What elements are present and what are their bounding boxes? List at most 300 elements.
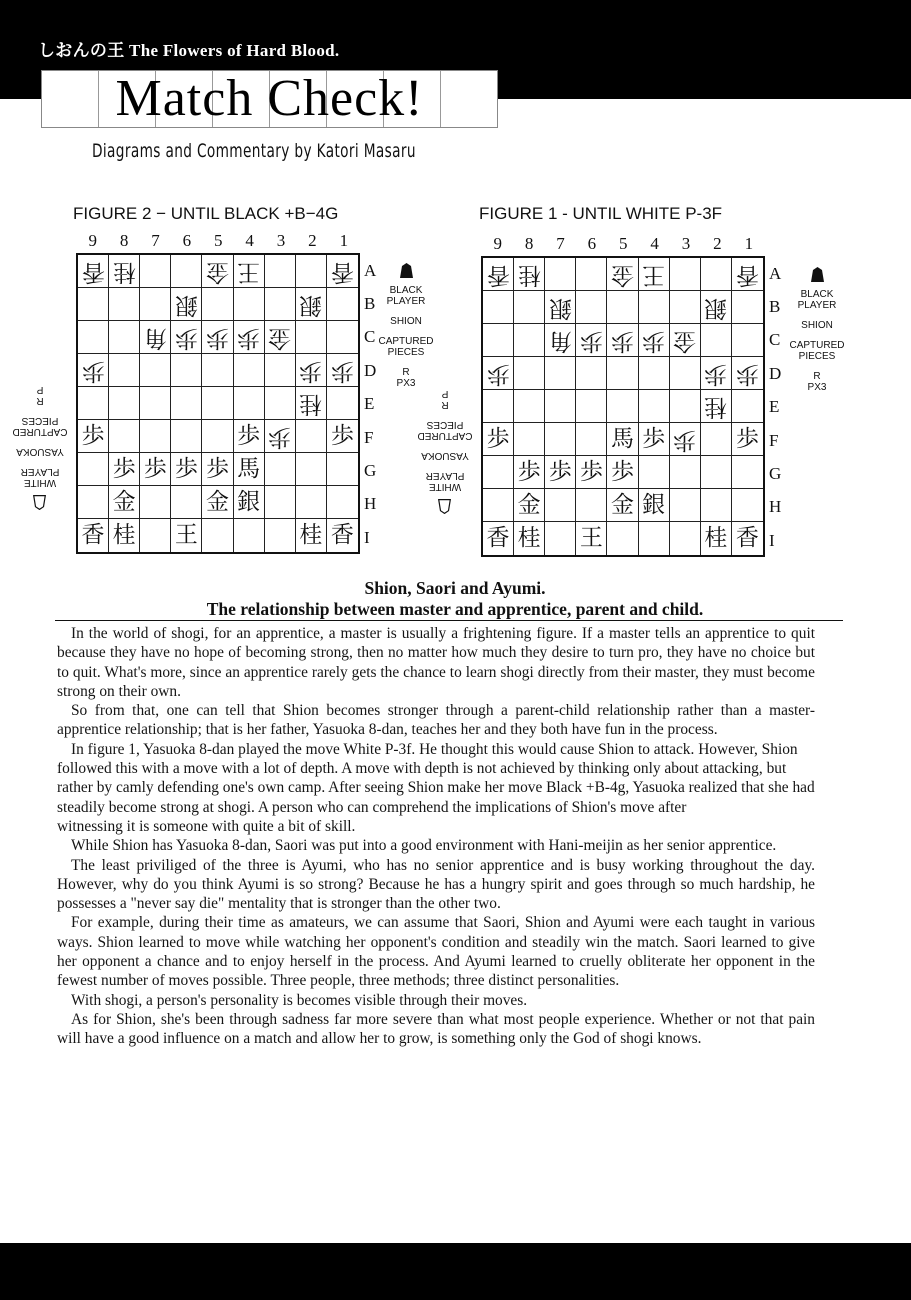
- column-label: 8: [119, 231, 129, 250]
- board-square: [327, 519, 358, 552]
- board-square: [109, 420, 140, 453]
- white-piece: 歩: [486, 360, 510, 387]
- player-name: YASUOKA: [16, 446, 64, 457]
- captured-pieces: PX3: [807, 382, 827, 393]
- paragraph: With shogi, a person's personality is becomes visible through their moves.: [71, 991, 528, 1009]
- row-label: H: [364, 494, 377, 514]
- black-piece: 金: [112, 488, 136, 515]
- board-square: [78, 321, 109, 354]
- paragraph: So from that, one can tell that Shion becomes stronger through a parent-child relationship rather than a master-apprentice relationship; that is her father, Yasuoka 8-dan, teaches her and they both have fun in the process.: [57, 702, 815, 739]
- board-square: [607, 390, 638, 423]
- white-piece: 銀: [548, 294, 572, 321]
- player-label: BLACK: [800, 289, 834, 300]
- figure-1-black-player-info: [789, 267, 845, 393]
- board-square: [78, 453, 109, 486]
- paragraph: As for Shion, she's been through sadness far more severe than what most people experience. Whether or not that pain will have a good influence on a match and allow her to grow, is something only the God of shogi knows.: [57, 1010, 815, 1048]
- white-piece: 歩: [81, 357, 105, 384]
- board-square: [202, 420, 233, 453]
- board-square: [701, 423, 732, 456]
- board-square: [140, 453, 171, 486]
- player-name: SHION: [801, 320, 833, 331]
- player-label: PLAYER: [386, 296, 426, 307]
- board-square: [140, 354, 171, 387]
- board-square: [701, 390, 732, 423]
- board-square: [670, 456, 701, 489]
- board-square: [234, 453, 265, 486]
- black-piece: 金: [610, 491, 634, 518]
- board-square: [732, 291, 763, 324]
- captured-pieces: PX3: [396, 378, 416, 389]
- row-label: D: [769, 363, 782, 383]
- black-piece: 金: [517, 491, 541, 518]
- white-piece: 金: [673, 327, 697, 354]
- board-square: [545, 291, 576, 324]
- board-square: [576, 324, 607, 357]
- board-square: [234, 486, 265, 519]
- board-square: [109, 354, 140, 387]
- board-square: [576, 423, 607, 456]
- board-square: [140, 420, 171, 453]
- board-square: [296, 387, 327, 420]
- board-square: [171, 288, 202, 321]
- board-square: [202, 519, 233, 552]
- captured-label: CAPTURED: [789, 340, 845, 351]
- board-square: [140, 288, 171, 321]
- black-piece: 歩: [237, 422, 261, 449]
- black-piece-icon: [400, 263, 413, 278]
- board-square: [234, 321, 265, 354]
- board-square: [701, 258, 732, 291]
- board-square: [327, 321, 358, 354]
- board-square: [639, 423, 670, 456]
- board-square: [483, 258, 514, 291]
- board-square: [514, 357, 545, 390]
- board-square: [670, 423, 701, 456]
- board-square: [109, 255, 140, 288]
- column-label: 2: [308, 231, 317, 250]
- board-square: [171, 387, 202, 420]
- board-square: [607, 423, 638, 456]
- column-label: 7: [151, 231, 160, 250]
- board-square: [483, 489, 514, 522]
- row-label: I: [769, 530, 775, 550]
- board-square: [327, 255, 358, 288]
- figure-2-white-player-info: [12, 384, 68, 510]
- board-square: [265, 387, 296, 420]
- white-piece: 香: [330, 258, 354, 285]
- black-piece: 歩: [174, 455, 198, 482]
- board-square: [607, 324, 638, 357]
- column-label: 4: [650, 234, 659, 253]
- board-square: [514, 291, 545, 324]
- board-square: [296, 354, 327, 387]
- row-label: B: [769, 297, 781, 317]
- black-piece: 歩: [330, 422, 354, 449]
- black-piece: 歩: [610, 458, 634, 485]
- white-piece: 香: [81, 258, 105, 285]
- row-label: D: [364, 360, 377, 380]
- row-label: F: [364, 427, 374, 447]
- figure-2-row-labels: [364, 254, 376, 555]
- board-square: [296, 420, 327, 453]
- captured-pieces: R: [441, 399, 449, 410]
- board-square: [140, 255, 171, 288]
- board-square: [265, 453, 296, 486]
- board-square: [670, 489, 701, 522]
- board-square: [576, 456, 607, 489]
- column-label: 1: [339, 231, 349, 250]
- board-square: [202, 453, 233, 486]
- row-label: F: [769, 430, 779, 450]
- column-label: 1: [744, 234, 754, 253]
- board-square: [483, 357, 514, 390]
- board-square: [545, 423, 576, 456]
- row-label: C: [769, 330, 781, 350]
- board-square: [296, 321, 327, 354]
- column-label: 3: [276, 231, 286, 250]
- board-square: [639, 258, 670, 291]
- white-piece: 角: [548, 327, 572, 354]
- white-piece: 歩: [174, 324, 198, 351]
- black-piece: 桂: [112, 522, 136, 548]
- board-square: [140, 486, 171, 519]
- figure-1-shogi-board: [481, 256, 765, 557]
- board-square: [202, 387, 233, 420]
- board-square: [701, 357, 732, 390]
- board-square: [171, 486, 202, 519]
- column-label: 6: [587, 234, 597, 253]
- black-piece: 歩: [579, 458, 603, 485]
- board-square: [514, 423, 545, 456]
- captured-label: PIECES: [798, 351, 836, 362]
- board-square: [109, 288, 140, 321]
- page-title: Match Check!: [115, 70, 424, 127]
- white-piece: 香: [486, 261, 510, 288]
- board-square: [234, 255, 265, 288]
- column-label: 7: [556, 234, 565, 253]
- board-square: [576, 291, 607, 324]
- black-piece: 王: [174, 522, 198, 548]
- white-piece: 歩: [579, 327, 603, 354]
- board-square: [545, 456, 576, 489]
- footer-black-bar: [0, 1243, 911, 1300]
- board-square: [234, 288, 265, 321]
- paragraph: In the world of shogi, for an apprentice, a master is usually a frightening figure. If a master tells an apprentice to quit because they have no hope of becoming strong, then no matter how much they desire to turn pro, they have no choice but to quit. What's more, since an apprentice rarely gets the chance to learn shogi directly from their master, they must become strong on their own.: [57, 625, 815, 700]
- column-label: 9: [88, 231, 97, 250]
- board-square: [514, 456, 545, 489]
- series-title: しおんの王 The Flowers of Hard Blood.: [38, 41, 340, 60]
- board-square: [545, 489, 576, 522]
- white-piece: 桂: [517, 261, 541, 288]
- figure-1-row-labels: [769, 257, 781, 558]
- row-label: E: [769, 397, 780, 417]
- board-square: [234, 420, 265, 453]
- black-piece: 歩: [205, 455, 229, 482]
- white-piece: 香: [735, 261, 759, 288]
- white-piece: 金: [610, 261, 634, 288]
- heading-divider: [55, 620, 843, 621]
- white-piece: 歩: [205, 324, 229, 351]
- board-square: [171, 255, 202, 288]
- black-piece: 馬: [610, 425, 634, 452]
- black-piece: 王: [579, 525, 603, 551]
- figure-1-white-player-info: [417, 388, 473, 514]
- board-square: [701, 522, 732, 555]
- board-square: [639, 522, 670, 555]
- board-square: [202, 354, 233, 387]
- white-piece: 歩: [735, 360, 759, 387]
- board-square: [202, 288, 233, 321]
- board-square: [296, 486, 327, 519]
- black-piece: 桂: [704, 525, 728, 551]
- board-square: [327, 288, 358, 321]
- board-square: [296, 519, 327, 552]
- black-piece: 銀: [642, 491, 666, 518]
- figure-2-column-labels: [77, 231, 360, 251]
- board-square: [732, 456, 763, 489]
- board-square: [78, 420, 109, 453]
- captured-pieces: R: [36, 395, 44, 406]
- captured-pieces: R: [402, 367, 410, 378]
- paragraph: witnessing it is someone with quite a bit of skill.: [57, 817, 356, 835]
- column-label: 8: [524, 234, 534, 253]
- black-piece: 香: [486, 525, 510, 551]
- row-label: E: [364, 394, 375, 414]
- board-square: [202, 321, 233, 354]
- white-piece-icon: [34, 495, 47, 510]
- board-square: [639, 291, 670, 324]
- board-square: [171, 519, 202, 552]
- captured-pieces: P: [36, 384, 44, 395]
- board-square: [514, 258, 545, 291]
- black-piece: 歩: [642, 425, 666, 452]
- player-label: WHITE: [23, 477, 57, 488]
- board-square: [576, 357, 607, 390]
- black-piece: 歩: [517, 458, 541, 485]
- paragraph: The least priviliged of the three is Ayumi, who has no senior apprentice and is busy working throughout the day. However, why do you think Ayumi is so strong? Because he has a hungry spirit and goes through so much hardship, he possesses a "never say die" mentality that is stronger than the other two.: [57, 856, 815, 913]
- captured-label: PIECES: [426, 419, 464, 430]
- white-piece: 歩: [610, 327, 634, 354]
- board-square: [701, 456, 732, 489]
- board-square: [545, 324, 576, 357]
- board-square: [202, 255, 233, 288]
- black-piece: 金: [205, 488, 229, 515]
- white-piece: 王: [642, 261, 666, 288]
- white-piece: 銀: [174, 291, 198, 318]
- article-heading-line-2: The relationship between master and apprentice, parent and child.: [206, 599, 704, 619]
- subtitle-credit: Diagrams and Commentary by Katori Masaru: [92, 140, 416, 162]
- white-piece: 角: [143, 324, 167, 351]
- board-square: [171, 321, 202, 354]
- white-piece: 銀: [299, 291, 323, 318]
- row-label: H: [769, 497, 782, 517]
- figure-2-caption: FIGURE 2 − UNTIL BLACK +B−4G: [73, 204, 339, 223]
- board-square: [670, 390, 701, 423]
- white-piece: 歩: [268, 423, 292, 450]
- board-square: [234, 354, 265, 387]
- captured-label: PIECES: [21, 415, 59, 426]
- board-square: [701, 324, 732, 357]
- board-square: [78, 288, 109, 321]
- board-square: [670, 258, 701, 291]
- board-square: [109, 486, 140, 519]
- board-square: [576, 489, 607, 522]
- captured-pieces: P: [441, 388, 449, 399]
- captured-label: CAPTURED: [417, 430, 473, 441]
- white-piece-icon: [439, 499, 452, 514]
- board-square: [701, 291, 732, 324]
- black-piece: 銀: [237, 488, 261, 515]
- black-piece: 歩: [735, 425, 759, 452]
- board-square: [732, 357, 763, 390]
- board-square: [109, 519, 140, 552]
- column-label: 5: [619, 234, 628, 253]
- board-square: [78, 255, 109, 288]
- board-square: [327, 354, 358, 387]
- black-piece: 歩: [548, 458, 572, 485]
- column-label: 5: [214, 231, 223, 250]
- board-square: [296, 453, 327, 486]
- player-label: WHITE: [428, 481, 462, 492]
- board-square: [670, 324, 701, 357]
- board-square: [109, 453, 140, 486]
- board-square: [607, 291, 638, 324]
- board-square: [732, 390, 763, 423]
- board-square: [327, 486, 358, 519]
- board-square: [140, 387, 171, 420]
- board-square: [607, 456, 638, 489]
- board-square: [514, 489, 545, 522]
- board-square: [545, 258, 576, 291]
- paragraph: For example, during their time as amateurs, we can assume that Saori, Shion and Ayumi were each taught in various ways. Shion learned to move while watching her opponent's condition and steadily win the match. Saori learned to give her opponent a chance and to enjoy herself in the process. And Ayumi learned to cruelly obliterate her opponent in the fewest number of moves possible. Three people, three methods; three distinct personalities.: [57, 914, 815, 990]
- row-label: G: [769, 464, 782, 484]
- paragraph: While Shion has Yasuoka 8-dan, Saori was put into a good environment with Hani-meijin as her senior apprentice.: [71, 837, 777, 855]
- black-piece: 歩: [143, 455, 167, 482]
- black-piece-icon: [811, 267, 824, 282]
- black-piece: 香: [330, 522, 354, 548]
- board-square: [701, 489, 732, 522]
- player-label: PLAYER: [797, 300, 837, 311]
- board-square: [607, 489, 638, 522]
- board-square: [639, 357, 670, 390]
- white-piece: 桂: [299, 390, 323, 417]
- black-piece: 馬: [237, 455, 261, 482]
- board-square: [78, 486, 109, 519]
- white-piece: 桂: [112, 258, 136, 285]
- board-square: [576, 522, 607, 555]
- column-label: 4: [245, 231, 254, 250]
- board-square: [265, 519, 296, 552]
- board-square: [607, 258, 638, 291]
- column-label: 3: [681, 234, 691, 253]
- row-label: A: [769, 263, 782, 283]
- player-label: PLAYER: [20, 466, 60, 477]
- white-piece: 歩: [299, 357, 323, 384]
- column-label: 6: [182, 231, 192, 250]
- board-square: [576, 390, 607, 423]
- captured-label: PIECES: [387, 347, 425, 358]
- article-body: [57, 624, 815, 1049]
- row-label: B: [364, 294, 376, 314]
- black-piece: 桂: [299, 522, 323, 548]
- white-piece: 王: [237, 258, 261, 285]
- white-piece: 歩: [673, 426, 697, 453]
- figure-2-black-player-info: [378, 263, 434, 389]
- board-square: [265, 288, 296, 321]
- board-square: [109, 387, 140, 420]
- white-piece: 金: [205, 258, 229, 285]
- board-square: [545, 522, 576, 555]
- white-piece: 歩: [330, 357, 354, 384]
- board-square: [514, 522, 545, 555]
- black-piece: 歩: [81, 422, 105, 449]
- board-square: [639, 390, 670, 423]
- captured-label: CAPTURED: [378, 336, 434, 347]
- board-square: [732, 423, 763, 456]
- white-piece: 銀: [704, 294, 728, 321]
- board-square: [732, 489, 763, 522]
- board-square: [607, 522, 638, 555]
- row-label: A: [364, 260, 377, 280]
- board-square: [234, 387, 265, 420]
- board-square: [327, 453, 358, 486]
- board-square: [140, 519, 171, 552]
- board-square: [545, 357, 576, 390]
- board-square: [327, 420, 358, 453]
- board-square: [670, 522, 701, 555]
- board-square: [639, 456, 670, 489]
- board-square: [78, 519, 109, 552]
- captured-pieces: R: [813, 371, 821, 382]
- board-square: [265, 420, 296, 453]
- article-heading: [55, 578, 855, 620]
- board-square: [327, 387, 358, 420]
- board-square: [732, 258, 763, 291]
- player-name: SHION: [390, 316, 422, 327]
- board-square: [514, 324, 545, 357]
- board-square: [483, 291, 514, 324]
- board-square: [483, 324, 514, 357]
- player-name: YASUOKA: [421, 450, 469, 461]
- board-square: [171, 354, 202, 387]
- board-square: [109, 321, 140, 354]
- white-piece: 桂: [704, 393, 728, 420]
- paragraph: In figure 1, Yasuoka 8-dan played the move White P-3f. He thought this would cause Shion to attack. However, Shion followed this with a move with a lot of depth. A move with depth is not achieved by thinking only about attacking, but rather by camly defending one's own camp. After seeing Shion make her move Black +B-4g, Yasuoka realized that she had steadily become strong at shogi. A person who can comprehend the implications of Shion's move after: [57, 740, 815, 816]
- board-square: [576, 258, 607, 291]
- board-square: [483, 522, 514, 555]
- black-piece: 歩: [112, 455, 136, 482]
- board-square: [639, 489, 670, 522]
- board-square: [483, 423, 514, 456]
- board-square: [607, 357, 638, 390]
- board-square: [732, 522, 763, 555]
- board-square: [265, 354, 296, 387]
- player-label: PLAYER: [425, 470, 465, 481]
- board-square: [78, 387, 109, 420]
- board-square: [265, 255, 296, 288]
- board-square: [171, 453, 202, 486]
- board-square: [483, 456, 514, 489]
- board-square: [171, 420, 202, 453]
- board-square: [140, 321, 171, 354]
- article-heading-line-1: Shion, Saori and Ayumi.: [364, 578, 546, 598]
- figure-1-caption: FIGURE 1 - UNTIL WHITE P-3F: [479, 204, 723, 223]
- black-piece: 香: [735, 525, 759, 551]
- board-square: [265, 486, 296, 519]
- player-label: BLACK: [389, 285, 423, 296]
- board-square: [670, 357, 701, 390]
- board-square: [202, 486, 233, 519]
